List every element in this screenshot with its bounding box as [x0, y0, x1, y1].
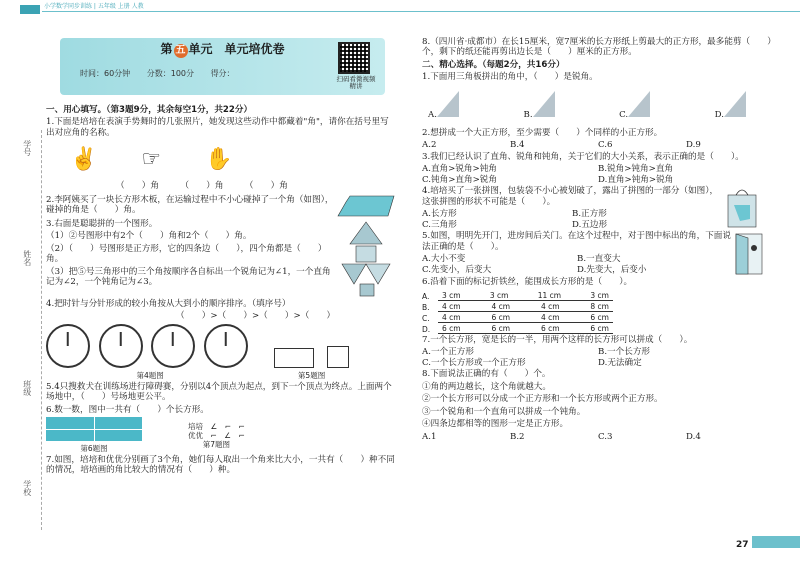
clock-icon	[151, 324, 195, 368]
wire-segment-length: 4 cm	[540, 301, 560, 311]
section-2-heading: 二、精心选择。（每题2分，共16分）	[422, 59, 565, 70]
binding-label-school: 学校	[22, 480, 32, 496]
q4-caption: 第4题图	[136, 371, 164, 381]
wire-segment-length: 4 cm	[540, 312, 560, 322]
q2-5-options	[422, 254, 732, 275]
q6-caption: 第6题图	[80, 444, 108, 454]
option-c[interactable]: C.3	[598, 431, 613, 442]
wire-segment-length: 3 cm	[442, 290, 461, 300]
door-figure	[732, 230, 768, 276]
option-a[interactable]: A.长方形	[422, 209, 457, 220]
option-b[interactable]: B.正方形	[572, 209, 607, 220]
wire-segment-bar	[438, 302, 613, 312]
exam-meta	[80, 69, 249, 79]
question-1-4-order: （ ）>（ ）>（ ）>（ ）	[176, 311, 336, 322]
wire-segment-length: 4 cm	[442, 301, 461, 311]
q2-3-options	[422, 164, 774, 185]
wire-option-row[interactable]	[422, 290, 774, 301]
q2-2-options	[422, 140, 774, 150]
tangram-figure	[336, 218, 396, 298]
wire-segment-length: 3 cm	[590, 290, 609, 300]
set-square-icon	[628, 91, 650, 117]
q7-name-youyou: 优优 ⌐ ∠ ⌐	[188, 430, 245, 440]
q2-8-options	[422, 432, 774, 442]
clock-icon	[204, 324, 248, 368]
time-label: 时间：60分钟	[80, 69, 131, 78]
series-title: 小学数学同步训练 | 五年级 上册 人教	[44, 3, 144, 10]
option-a[interactable]: A.一个正方形	[422, 347, 474, 358]
wire-segment-length: 8 cm	[590, 301, 609, 311]
wire-segment-length: 4 cm	[442, 312, 461, 322]
option-c[interactable]: C.钝角>直角>锐角	[422, 174, 497, 185]
question-1-1: 1.下面是培培在表演手势舞时的几张照片，她发现这些动作中都藏着"角"，请你在括号里写出对应角的名称。	[46, 117, 389, 138]
wire-segment-bar	[438, 324, 613, 334]
set-square-icon	[533, 91, 555, 117]
statement-1: ①角的两边越长，这个角就越大。	[422, 381, 551, 392]
wire-segment-length: 3 cm	[489, 290, 509, 300]
question-1-5: 5.4只搜救犬在训练场进行障碍赛，分别以4个顶点为起点，到下一个顶点为终点。上面两个场地中，（ ）号场地更公平。	[46, 381, 392, 403]
series-badge	[20, 5, 40, 14]
binding-label-class: 班级	[22, 380, 32, 396]
q2-8-statements	[422, 382, 774, 430]
wire-option-label: A.	[422, 291, 430, 301]
option-d[interactable]: D.无法确定	[598, 357, 642, 368]
statement-2: ②一个长方形可以分成一个正方形和一个长方形或两个正方形。	[422, 394, 663, 405]
score-label: 分数：100分	[146, 69, 195, 78]
option-b[interactable]: B.锐角>钝角>直角	[598, 164, 674, 175]
broken-board-figure	[336, 194, 396, 218]
option-c[interactable]: C.先变小，后变大	[422, 264, 492, 275]
statement-3: ③一个锐角和一个直角可以拼成一个钝角。	[422, 406, 586, 417]
option-c[interactable]: C.6	[598, 140, 613, 151]
question-2-2: 2.想拼成一个大正方形，至少需要（ ）个同样的小正方形。	[422, 127, 663, 138]
section-1-heading: 一、用心填写。（第3题9分，其余每空1分，共22分）	[46, 105, 253, 115]
hand-gesture-icon: ☞	[141, 147, 162, 173]
wire-option-row[interactable]	[422, 323, 774, 334]
hand-gesture-icon: ✋	[205, 147, 233, 173]
option-c[interactable]: C.	[619, 91, 672, 120]
wire-segment-length: 6 cm	[590, 323, 609, 333]
wire-segment-length: 6 cm	[590, 312, 609, 322]
wire-segment-bar	[438, 291, 613, 301]
top-rule	[42, 11, 800, 12]
option-d[interactable]: D.4	[686, 431, 701, 442]
question-2-3: 3.我们已经认识了直角、锐角和钝角，关于它们的大小关系，表示正确的是（ ）。	[422, 151, 744, 162]
wire-segment-bar	[438, 313, 613, 323]
question-1-4: 4.把时针与分针形成的较小角按从大到小的顺序排序。（填序号）	[46, 298, 291, 309]
page-number: 27	[736, 540, 749, 550]
wire-options	[422, 290, 774, 334]
option-c[interactable]: C.一个长方形或一个正方形	[422, 357, 526, 368]
question-2-7: 7.一个长方形，宽是长的一半，用两个这样的长方形可以拼成（ ）。	[422, 334, 693, 345]
question-1-3-b: （2）（ ）号图形是正方形，它的四条边（ ），四个角都是（ ）角。	[46, 243, 327, 265]
wire-segment-length: 6 cm	[491, 323, 511, 333]
left-column	[46, 103, 396, 478]
option-a[interactable]: A.	[428, 91, 481, 120]
q2-7-options	[422, 347, 774, 368]
field-square	[327, 346, 349, 368]
option-b[interactable]: B.一个长方形	[598, 347, 651, 358]
option-a[interactable]: A.1	[422, 431, 437, 442]
option-b[interactable]: B.4	[510, 140, 525, 151]
option-d[interactable]: D.五边形	[572, 219, 608, 230]
question-1-2: 2.李阿姨买了一块长方形木板，在运输过程中不小心碰掉了一个角（如图），碰掉的角是（ ）角。	[46, 194, 334, 216]
option-d[interactable]: D.9	[686, 140, 701, 151]
option-d[interactable]: D.先变大，后变小	[577, 264, 647, 275]
wire-segment-length: 11 cm	[537, 290, 562, 300]
question-1-3-a: （1）②号图形中有2个（ ）角和2个（ ）角。	[46, 231, 252, 242]
corner-decoration	[752, 536, 800, 548]
binding-label-id: 学号	[22, 140, 32, 156]
wire-option-row[interactable]	[422, 312, 774, 323]
wire-option-row[interactable]	[422, 301, 774, 312]
right-column	[422, 36, 774, 442]
result-label: 得分：	[210, 69, 235, 78]
hand-gesture-icon: ✌	[70, 147, 98, 173]
field-rectangle	[274, 348, 314, 368]
q2-1-options	[422, 85, 774, 127]
clock-row	[46, 324, 254, 371]
wire-option-label: D.	[422, 324, 431, 334]
binding-label-name: 姓名	[22, 250, 32, 266]
set-square-icon	[437, 91, 459, 117]
top-bar	[0, 0, 800, 30]
option-a[interactable]: A.2	[422, 140, 437, 151]
option-c[interactable]: C.三角形	[422, 219, 457, 230]
question-1-1-blanks: （ ）角 （ ）角 （ ）角	[116, 181, 288, 192]
question-1-3-c: （3）把⑤号三角形中的三个角按顺序各自标出一个锐角记为∠1，一个直角记为∠2，一个钝角记为∠3。	[46, 266, 331, 288]
wire-segment-length: 4 cm	[491, 301, 511, 311]
option-d[interactable]: D.直角>钝角>锐角	[598, 174, 674, 185]
clock-icon	[46, 324, 90, 368]
wire-segment-length: 6 cm	[540, 323, 560, 333]
page-title: 第 五 单元 单元培优卷	[160, 42, 285, 56]
q7-name-peipei: 培培 ∠ ⌐ ⌐	[188, 421, 245, 431]
clock-icon	[99, 324, 143, 368]
question-1-6: 6.数一数，图中一共有（ ）个长方形。	[46, 404, 209, 415]
q2-4-options	[422, 209, 722, 230]
q5-caption: 第5题图	[297, 371, 326, 381]
q7-caption: 第7题图	[202, 439, 231, 449]
question-2-5: 5.如图，明明先开门，进房间后关门。在这个过程中，对于图中标出的角，下面说法正确的是（ ）。	[422, 231, 731, 252]
binding-margin	[20, 130, 42, 530]
question-2-8: 8.下面说法正确的有（ ）个。	[422, 369, 551, 380]
hand-gesture-photos	[46, 140, 396, 180]
wire-option-label: C.	[422, 313, 430, 323]
set-square-icon	[724, 91, 746, 117]
question-1-7: 7.如图，培培和优优分别画了3个角，她们每人取出一个角来比大小，一共有（ ）种不同的情况，培培画的角比较大的情况有（ ）种。	[46, 454, 395, 476]
question-2-4: 4.培培买了一张拼图，包装袋不小心被划破了，露出了拼图的一部分（如图），这张拼图的形状不可能是（ ）。	[422, 186, 719, 207]
unit-number-badge: 五	[175, 45, 186, 56]
question-2-1: 1.下面用三角板拼出的角中，（ ）是锐角。	[422, 72, 598, 83]
option-d[interactable]: D.	[715, 91, 768, 120]
qr-caption: 扫码看微视频精讲	[336, 75, 376, 91]
option-a[interactable]: A.直角>锐角>钝角	[422, 164, 497, 175]
statement-4: ④四条边都相等的图形一定是正方形。	[422, 419, 569, 430]
question-1-3-title: 3.右面是聪聪拼的一个图形。	[46, 218, 158, 229]
option-b[interactable]: B.	[524, 91, 577, 120]
puzzle-bag-figure	[722, 185, 762, 229]
rectangles-figure	[46, 417, 142, 441]
question-2-6: 6.沿着下面的标记折铁丝，能围成长方形的是（ ）。	[422, 277, 633, 288]
wire-segment-length: 6 cm	[491, 312, 511, 322]
qr-code[interactable]	[338, 42, 370, 74]
option-b[interactable]: B.2	[510, 431, 525, 442]
wire-option-label: B.	[422, 302, 430, 312]
option-b[interactable]: B.一直变大	[577, 254, 621, 265]
option-a[interactable]: A.大小不变	[422, 254, 466, 265]
wire-segment-length: 6 cm	[442, 323, 461, 333]
question-1-8: 8.（四川省·成都市）在长15厘米，宽7厘米的长方形纸上剪最大的正方形，最多能剪（ ）个，剩下的纸还能再剪出边长是（ ）厘米的正方形。	[422, 37, 772, 58]
